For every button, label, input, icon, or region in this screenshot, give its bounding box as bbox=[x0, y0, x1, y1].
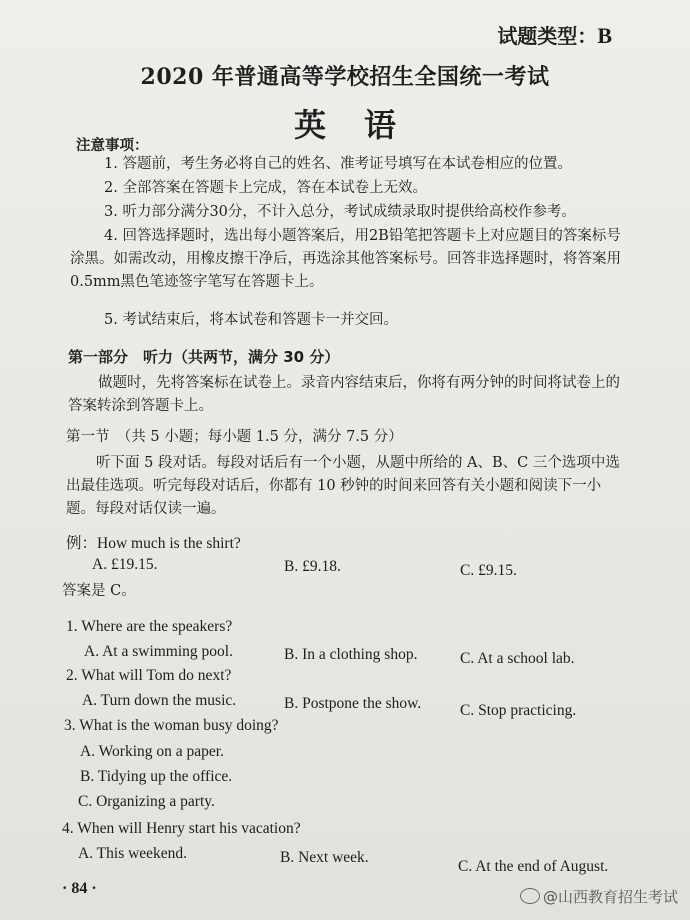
notice-item-3: 3. 听力部分满分30分，不计入总分，考试成绩录取时提供给高校作参考。 bbox=[104, 204, 576, 220]
weibo-icon bbox=[520, 888, 540, 904]
q3-option-b: B. Tidying up the office. bbox=[80, 768, 233, 785]
q3-option-c: C. Organizing a party. bbox=[78, 793, 215, 810]
q1-option-a: A. At a swimming pool. bbox=[84, 643, 233, 660]
example-question: 例：How much is the shirt? bbox=[66, 535, 241, 552]
part1-heading: 第一部分 听力（共两节，满分 30 分） bbox=[68, 348, 340, 366]
q1-option-c: C. At a school lab. bbox=[460, 650, 575, 667]
example-answer: 答案是 C。 bbox=[62, 583, 136, 599]
q4-option-c: C. At the end of August. bbox=[458, 858, 609, 875]
example-option-a: A. £19.15. bbox=[92, 556, 158, 573]
question-2: 2. What will Tom do next? bbox=[66, 667, 232, 684]
exam-title: 2020 年普通高等学校招生全国统一考试 bbox=[140, 64, 550, 90]
watermark-text: @山西教育招生考试 bbox=[542, 888, 678, 906]
weibo-watermark bbox=[520, 886, 678, 907]
question-1: 1. Where are the speakers? bbox=[66, 618, 233, 635]
example-option-c: C. £9.15. bbox=[460, 562, 517, 579]
part1-text: 做题时，先将答案标在试卷上。录音内容结束后，你将有两分钟的时间将试卷上的答案转涂到答题卡上。 bbox=[68, 375, 620, 414]
notice-item-1: 1. 答题前，考生务必将自己的姓名、准考证号填写在本试卷相应的位置。 bbox=[104, 156, 572, 172]
notice-heading: 注意事项： bbox=[76, 138, 149, 154]
subject-title: 英语 bbox=[293, 106, 434, 144]
q2-option-b: B. Postpone the show. bbox=[284, 695, 422, 712]
section1-text: 听下面 5 段对话。每段对话后有一个小题，从题中所给的 A、B、C 三个选项中选出最佳选项。听完每段对话后，你都有 10 秒钟的时间来回答有关小题和阅读下一小题。每段对话仅读一遍。 bbox=[66, 455, 620, 517]
q3-option-a: A. Working on a paper. bbox=[80, 743, 224, 760]
q4-option-b: B. Next week. bbox=[280, 849, 369, 866]
notice-item-2: 2. 全部答案在答题卡上完成，答在本试卷上无效。 bbox=[104, 180, 427, 196]
paper-type-text: 试题类型： bbox=[497, 24, 598, 48]
example-option-b: B. £9.18. bbox=[284, 558, 341, 575]
notice-item-4: 4. 回答选择题时，选出每小题答案后，用2B铅笔把答题卡上对应题目的答案标号涂黑。如需改动，用橡皮擦干净后，再选涂其他答案标号。回答非选择题时，将答案用0.5mm黑色笔迹签字笔写在答题卡上。 bbox=[70, 228, 621, 290]
notice-item-5: 5. 考试结束后，将本试卷和答题卡一并交回。 bbox=[104, 312, 398, 328]
paper-type-value: B bbox=[597, 23, 612, 48]
paper-type-label bbox=[497, 20, 612, 49]
section1-heading: 第一节 （共 5 小题；每小题 1.5 分，满分 7.5 分） bbox=[66, 429, 403, 445]
page-number: · 84 · bbox=[62, 880, 97, 897]
q2-option-c: C. Stop practicing. bbox=[460, 702, 577, 719]
question-4: 4. When will Henry start his vacation? bbox=[62, 820, 301, 837]
q2-option-a: A. Turn down the music. bbox=[82, 692, 237, 709]
q1-option-b: B. In a clothing shop. bbox=[284, 646, 418, 663]
question-3: 3. What is the woman busy doing? bbox=[64, 717, 279, 734]
q4-option-a: A. This weekend. bbox=[78, 845, 188, 862]
